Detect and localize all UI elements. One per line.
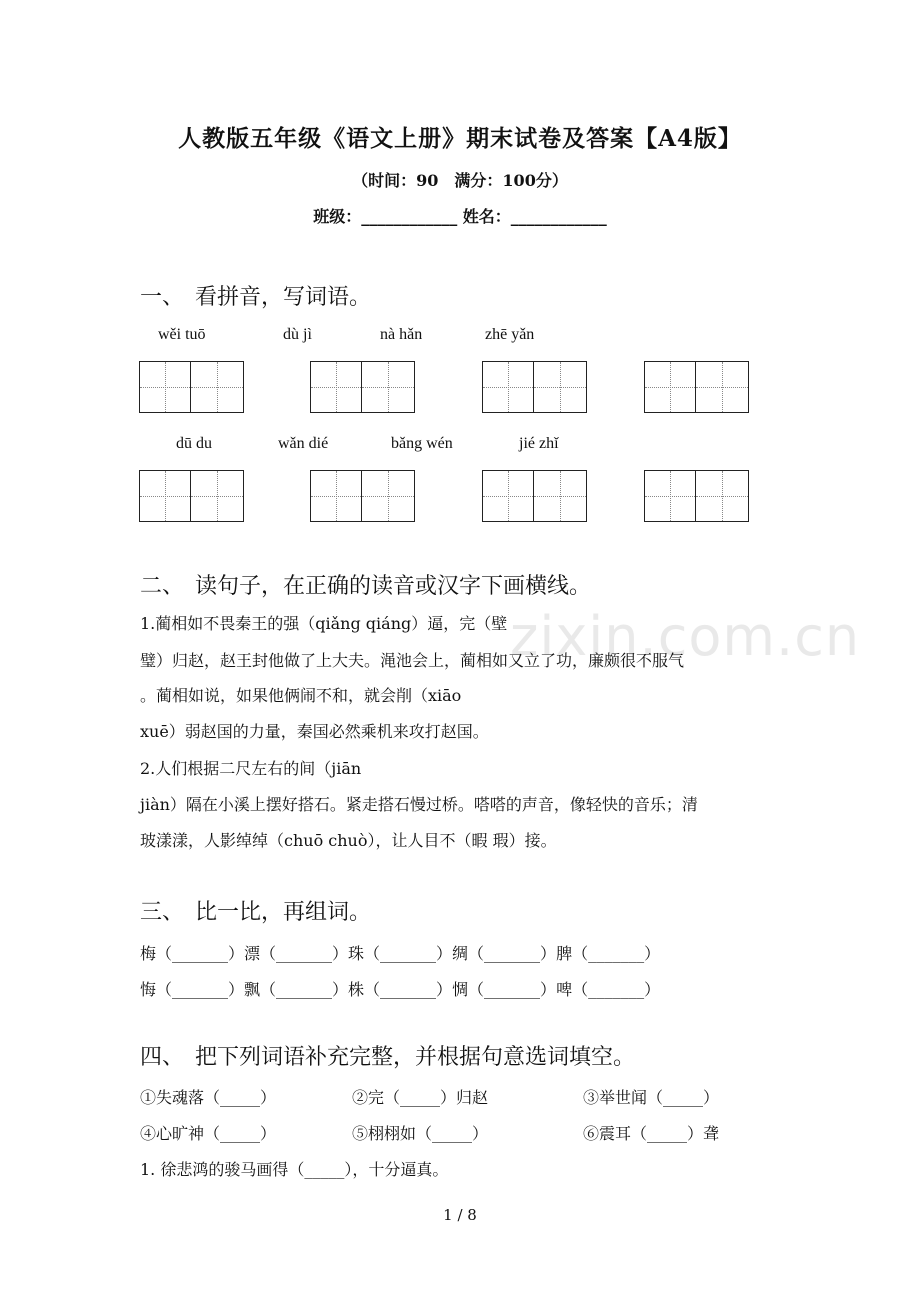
page-number: 1 / 8 [443, 1206, 477, 1224]
word-item: 啤（_______） [556, 980, 661, 999]
word-item: 珠（_______） [348, 944, 453, 963]
word-item: 飘（_______） [244, 980, 349, 999]
word-item: 梅（_______） [140, 944, 245, 963]
pinyin-label: jié zhǐ [519, 435, 559, 452]
paragraph-line: 玻漾漾，人影绰绰（chuō chuò），让人目不（暇 瑕）接。 [140, 831, 557, 850]
word-item: 株（_______） [348, 980, 453, 999]
idiom-item: ②完（_____）归赵 [352, 1088, 489, 1107]
word-item: 脾（_______） [556, 944, 661, 963]
writing-box[interactable] [139, 470, 244, 522]
paragraph-line: jiàn）隔在小溪上摆好搭石。紧走搭石慢过桥。嗒嗒的声音，像轻快的音乐；清 [140, 795, 698, 814]
writing-box[interactable] [644, 470, 749, 522]
pinyin-label: wěi tuō [158, 326, 206, 343]
pinyin-label: dù jì [283, 326, 312, 343]
page-title: 人教版五年级《语文上册》期末试卷及答案【A4版】 [178, 125, 742, 152]
writing-box[interactable] [644, 361, 749, 413]
paragraph-line: 。蔺相如说，如果他俩闹不和，就会削（xiāo [140, 686, 462, 705]
section1-heading: 一、 看拼音，写词语。 [140, 285, 372, 310]
writing-box[interactable] [310, 470, 415, 522]
writing-box[interactable] [482, 361, 587, 413]
word-row [140, 941, 660, 964]
word-item: 悔（_______） [140, 980, 245, 999]
writing-box[interactable] [139, 361, 244, 413]
idiom-item: ④心旷神（_____） [140, 1124, 277, 1143]
question-line: 1. 徐悲鸿的骏马画得（_____），十分逼真。 [140, 1160, 449, 1179]
word-item: 惆（_______） [452, 980, 557, 999]
pinyin-label: dū du [176, 435, 212, 452]
pinyin-label: wǎn dié [278, 435, 329, 452]
idiom-item: ⑥震耳（_____）聋 [583, 1124, 720, 1143]
pinyin-label: zhē yǎn [485, 326, 535, 343]
watermark: zixin.com.cn [510, 605, 861, 668]
paragraph-line: 璧）归赵，赵王封他做了上大夫。渑池会上，蔺相如又立了功，廉颇很不服气 [140, 651, 685, 670]
idiom-item: ⑤栩栩如（_____） [352, 1124, 489, 1143]
pinyin-label: bǎng wén [391, 435, 453, 452]
word-item: 漂（_______） [244, 944, 349, 963]
pinyin-label: nà hǎn [380, 326, 423, 343]
paragraph-line: xuē）弱赵国的力量，秦国必然乘机来攻打赵国。 [140, 722, 489, 741]
writing-box[interactable] [310, 361, 415, 413]
idiom-item: ③举世闻（_____） [583, 1088, 720, 1107]
section2-heading: 二、 读句子，在正确的读音或汉字下画横线。 [140, 574, 592, 599]
idiom-item: ①失魂落（_____） [140, 1088, 277, 1107]
class-name-line: 班级：____________ 姓名：____________ [313, 207, 607, 226]
section3-heading: 三、 比一比，再组词。 [140, 900, 372, 925]
paragraph-line: 1.蔺相如不畏秦王的强（qiǎng qiáng）逼，完（壁 [140, 614, 508, 633]
word-item: 绸（_______） [452, 944, 557, 963]
word-row [140, 977, 660, 1000]
section4-heading: 四、 把下列词语补充完整，并根据句意选词填空。 [140, 1045, 636, 1070]
writing-box[interactable] [482, 470, 587, 522]
paragraph-line: 2.人们根据二尺左右的间（jiān [140, 759, 362, 778]
exam-info: （时间：90 满分：100分） [352, 171, 568, 190]
